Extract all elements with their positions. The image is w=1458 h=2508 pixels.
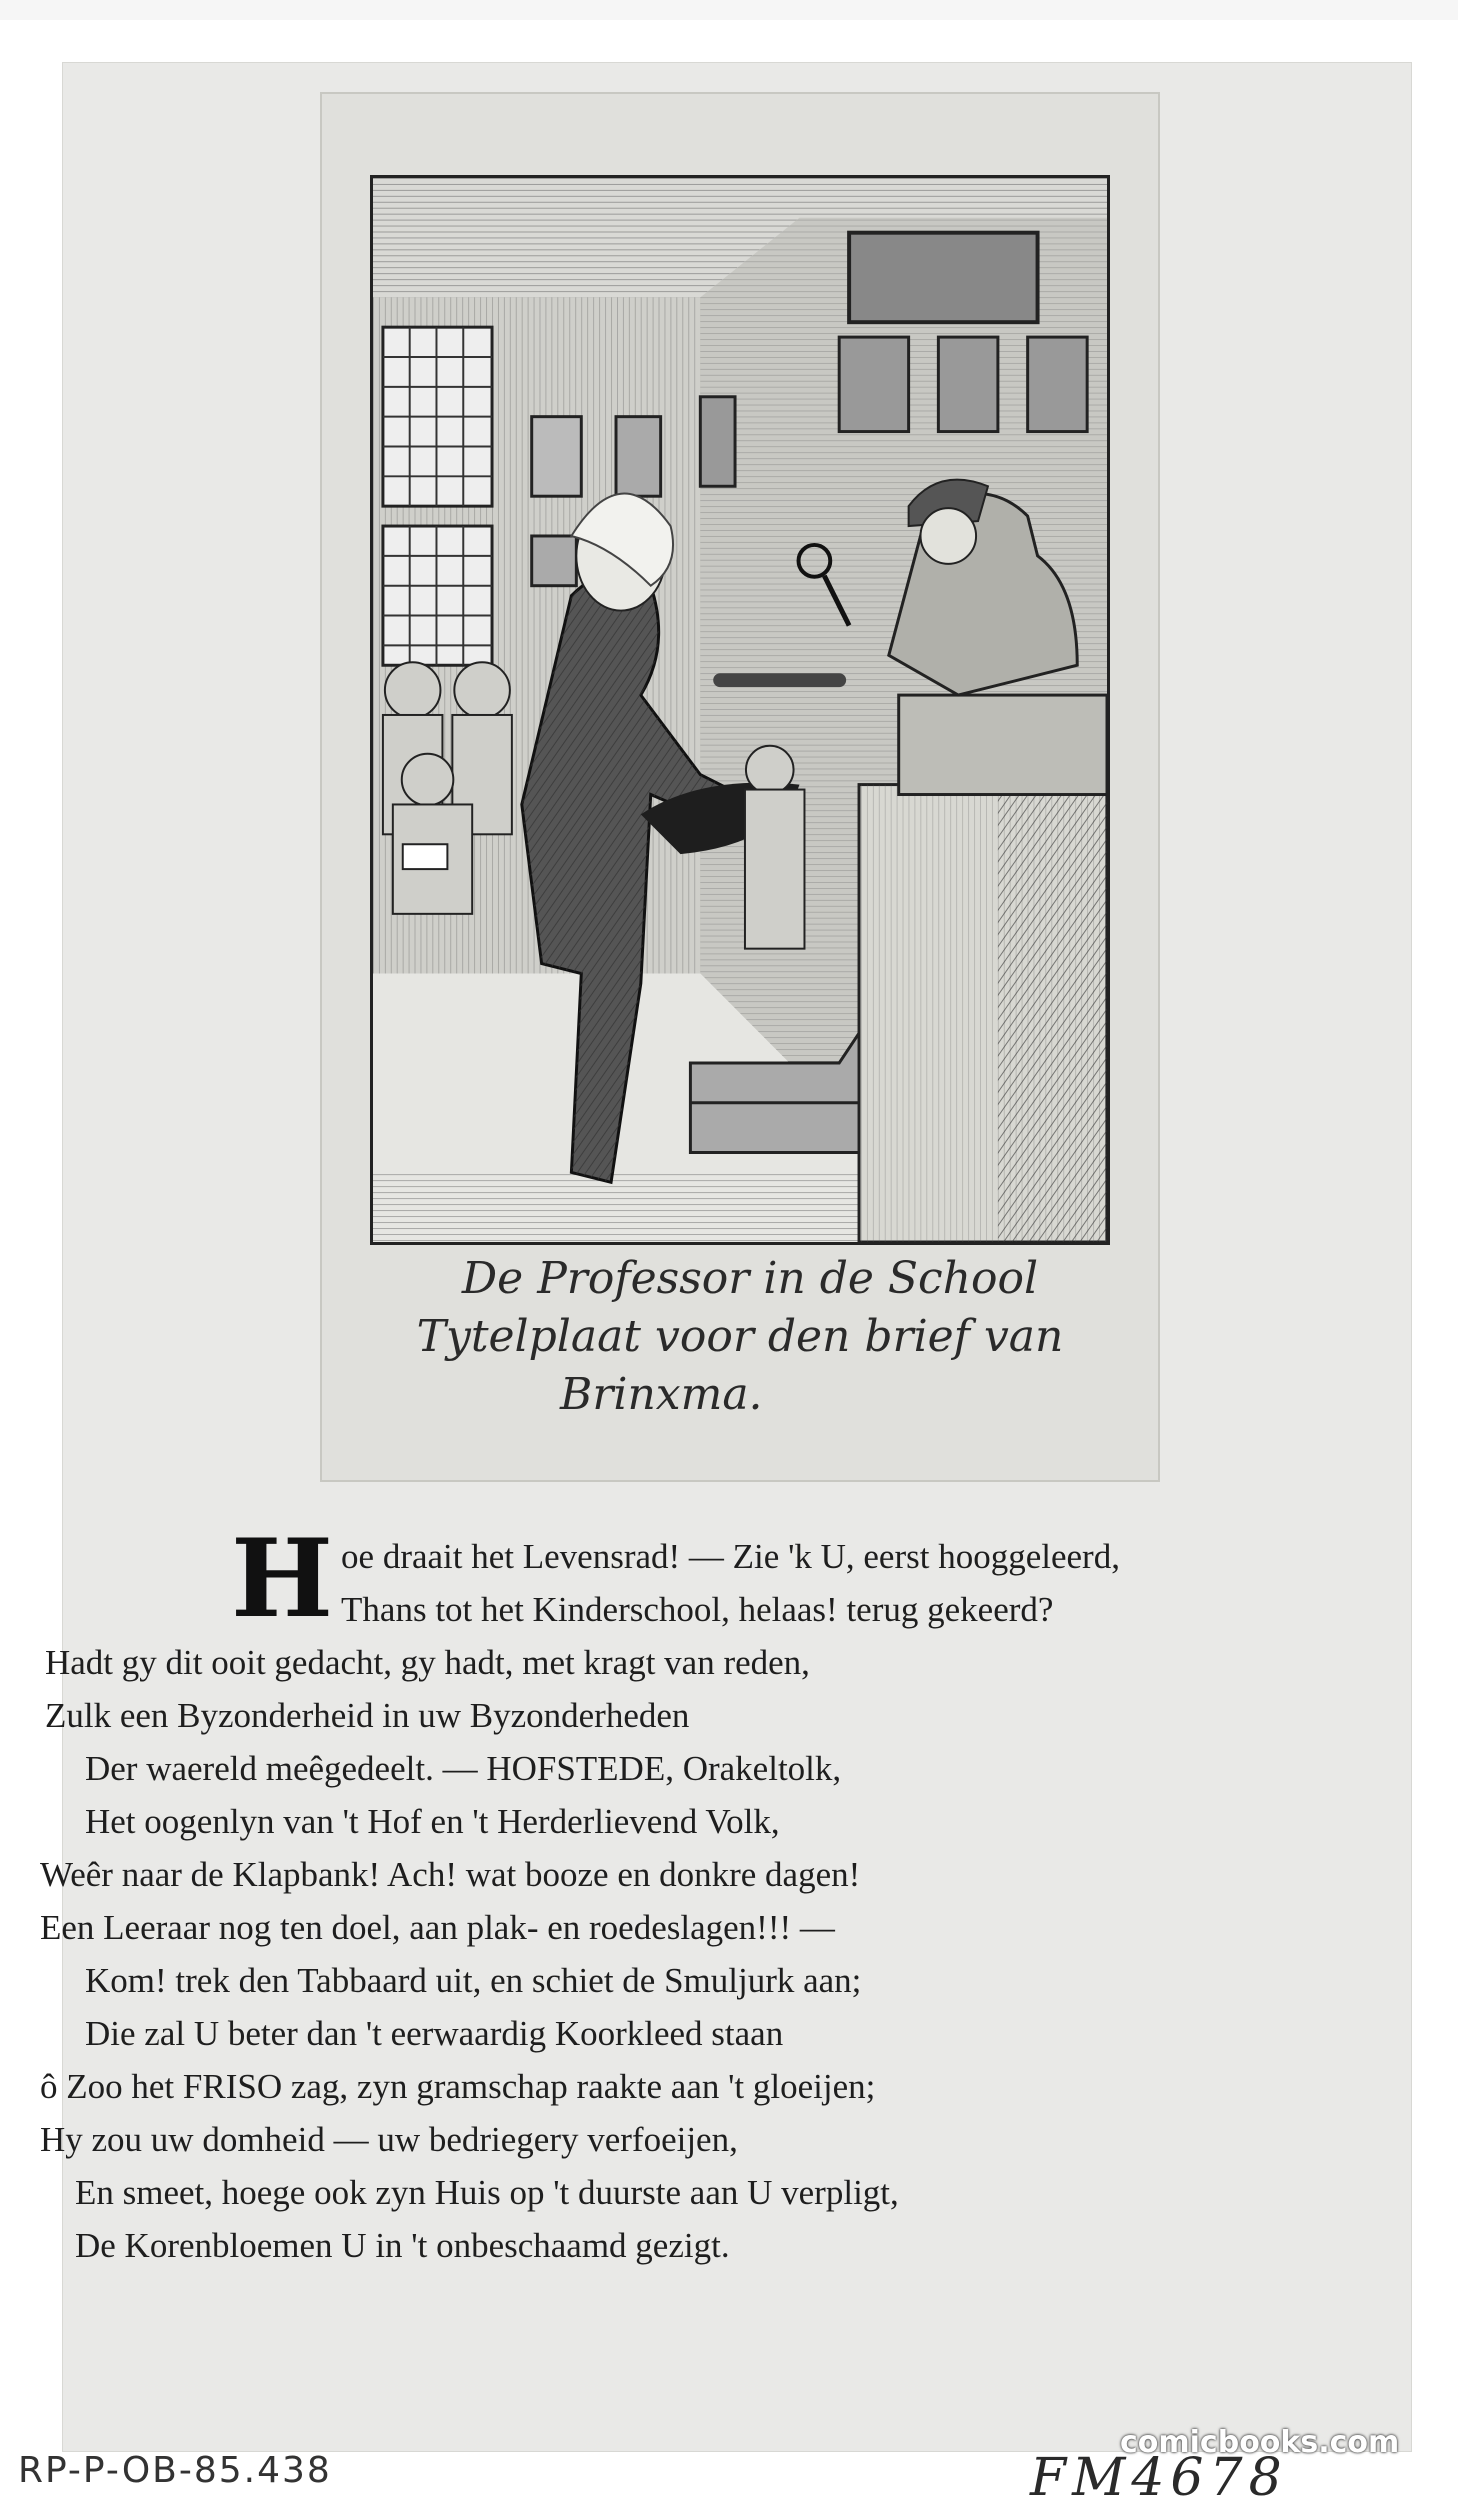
poem-line: oe draait het Levensrad! — Zie 'k U, eerst hooggeleerd, bbox=[341, 1537, 1120, 1576]
caption-line: Brinxma. bbox=[560, 1369, 763, 1420]
poem-line: En smeet, hoege ook zyn Huis op 't duurste aan U verpligt, bbox=[75, 2173, 899, 2212]
plate-caption bbox=[330, 1250, 1150, 1424]
watermark: comicbooks.com bbox=[1120, 2425, 1400, 2460]
drop-cap: H bbox=[231, 1516, 334, 1642]
scan-border bbox=[0, 0, 1458, 20]
poem-line: Een Leeraar nog ten doel, aan plak- en roedeslagen!!! — bbox=[40, 1908, 835, 1947]
poem-line: Die zal U beter dan 't eerwaardig Koorkleed staan bbox=[85, 2014, 784, 2053]
caption-line: De Professor in de School bbox=[461, 1253, 1039, 1304]
poem-line: Het oogenlyn van 't Hof en 't Herderlievend Volk, bbox=[85, 1802, 780, 1841]
catalog-number: RP-P-OB-85.438 bbox=[18, 2450, 332, 2491]
poem-line: Kom! trek den Tabbaard uit, en schiet de Smuljurk aan; bbox=[85, 1961, 862, 2000]
handwritten-inventory-code: FM4678 bbox=[1030, 2448, 1288, 2508]
caption-line: Tytelplaat voor den brief van bbox=[416, 1311, 1064, 1362]
poem-line: ô Zoo het FRISO zag, zyn gramschap raakte aan 't gloeijen; bbox=[40, 2067, 876, 2106]
poem-text bbox=[40, 1516, 1305, 2272]
engraving-scene bbox=[373, 178, 1107, 1242]
poem-line: Hadt gy dit ooit gedacht, gy hadt, met kragt van reden, bbox=[45, 1643, 810, 1682]
poem-line: Der waereld meêgedeelt. — HOFSTEDE, Orakeltolk, bbox=[85, 1749, 842, 1788]
poem-line: Hy zou uw domheid — uw bedriegery verfoeijen, bbox=[40, 2120, 738, 2159]
poem-line: De Korenbloemen U in 't onbeschaamd gezigt. bbox=[75, 2226, 730, 2265]
poem-line: Thans tot het Kinderschool, helaas! terug gekeerd? bbox=[341, 1590, 1054, 1629]
poem-line: Weêr naar de Klapbank! Ach! wat booze en donkre dagen! bbox=[40, 1855, 861, 1894]
engraving-illustration bbox=[370, 175, 1110, 1245]
poem-line: Zulk een Byzonderheid in uw Byzonderheden bbox=[45, 1696, 690, 1735]
